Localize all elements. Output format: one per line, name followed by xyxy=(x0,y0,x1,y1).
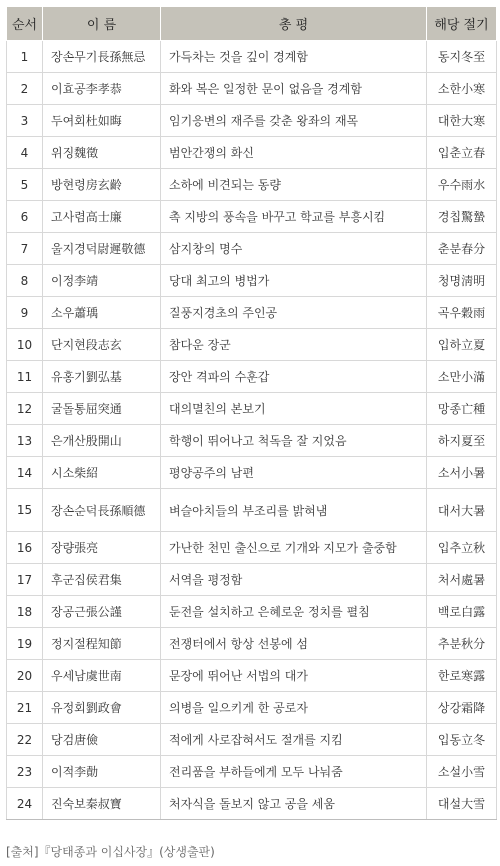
generals-table xyxy=(6,6,497,820)
cell-num: 14 xyxy=(7,457,43,489)
table-row xyxy=(7,361,497,393)
cell-name: 시소柴紹 xyxy=(43,457,161,489)
cell-name: 이효공李孝恭 xyxy=(43,73,161,105)
cell-name: 장공근張公謹 xyxy=(43,596,161,628)
table-header-row xyxy=(7,7,497,41)
cell-eval: 임기응변의 재주를 갖춘 왕좌의 재목 xyxy=(161,105,427,137)
cell-term: 백로白露 xyxy=(427,596,497,628)
cell-name: 이적李勣 xyxy=(43,756,161,788)
cell-eval: 서역을 평정함 xyxy=(161,564,427,596)
cell-num: 21 xyxy=(7,692,43,724)
cell-eval: 참다운 장군 xyxy=(161,329,427,361)
cell-num: 7 xyxy=(7,233,43,265)
cell-num: 9 xyxy=(7,297,43,329)
cell-num: 18 xyxy=(7,596,43,628)
cell-eval: 벼슬아치들의 부조리를 밝혀냄 xyxy=(161,489,427,532)
table-row xyxy=(7,724,497,756)
table-row xyxy=(7,564,497,596)
cell-num: 10 xyxy=(7,329,43,361)
cell-term: 하지夏至 xyxy=(427,425,497,457)
cell-term: 처서處暑 xyxy=(427,564,497,596)
cell-term: 대서大暑 xyxy=(427,489,497,532)
table-row xyxy=(7,532,497,564)
cell-num: 13 xyxy=(7,425,43,457)
table-row xyxy=(7,297,497,329)
cell-eval: 가득차는 것을 깊이 경계함 xyxy=(161,41,427,73)
cell-num: 15 xyxy=(7,489,43,532)
cell-term: 곡우穀雨 xyxy=(427,297,497,329)
cell-num: 19 xyxy=(7,628,43,660)
cell-term: 상강霜降 xyxy=(427,692,497,724)
table-row xyxy=(7,457,497,489)
cell-name: 은개산殷開山 xyxy=(43,425,161,457)
cell-eval: 촉 지방의 풍속을 바꾸고 학교를 부흥시킴 xyxy=(161,201,427,233)
table-row xyxy=(7,169,497,201)
cell-eval: 대의멸친의 본보기 xyxy=(161,393,427,425)
cell-name: 유정회劉政會 xyxy=(43,692,161,724)
cell-name: 장손순덕長孫順德 xyxy=(43,489,161,532)
cell-name: 이정李靖 xyxy=(43,265,161,297)
cell-term: 소설小雪 xyxy=(427,756,497,788)
cell-num: 6 xyxy=(7,201,43,233)
cell-name: 고사렴高士廉 xyxy=(43,201,161,233)
table-row xyxy=(7,265,497,297)
cell-num: 2 xyxy=(7,73,43,105)
table-row xyxy=(7,105,497,137)
table-row xyxy=(7,788,497,820)
cell-eval: 문장에 뛰어난 서법의 대가 xyxy=(161,660,427,692)
cell-name: 당검唐儉 xyxy=(43,724,161,756)
header-num: 순서 xyxy=(7,7,43,41)
cell-num: 17 xyxy=(7,564,43,596)
cell-num: 23 xyxy=(7,756,43,788)
cell-term: 입동立冬 xyxy=(427,724,497,756)
cell-num: 8 xyxy=(7,265,43,297)
cell-eval: 평양공주의 남편 xyxy=(161,457,427,489)
cell-term: 청명淸明 xyxy=(427,265,497,297)
source-note: [출처]『당태종과 이십사장』(상생출판) xyxy=(6,845,215,859)
cell-eval: 적에게 사로잡혀서도 절개를 지킴 xyxy=(161,724,427,756)
cell-eval: 삼지창의 명수 xyxy=(161,233,427,265)
table-row xyxy=(7,628,497,660)
cell-term: 춘분春分 xyxy=(427,233,497,265)
cell-num: 1 xyxy=(7,41,43,73)
table-row xyxy=(7,489,497,532)
table-row xyxy=(7,41,497,73)
cell-eval: 전리품을 부하들에게 모두 나눠줌 xyxy=(161,756,427,788)
table-row xyxy=(7,756,497,788)
cell-num: 22 xyxy=(7,724,43,756)
cell-term: 대설大雪 xyxy=(427,788,497,820)
cell-num: 4 xyxy=(7,137,43,169)
header-term: 해당 절기 xyxy=(427,7,497,41)
table-body xyxy=(7,41,497,820)
cell-name: 두여회杜如晦 xyxy=(43,105,161,137)
cell-name: 진숙보秦叔寶 xyxy=(43,788,161,820)
table-row xyxy=(7,233,497,265)
cell-eval: 의병을 일으키게 한 공로자 xyxy=(161,692,427,724)
cell-num: 11 xyxy=(7,361,43,393)
cell-num: 20 xyxy=(7,660,43,692)
cell-name: 우세남虞世南 xyxy=(43,660,161,692)
cell-term: 망종亡種 xyxy=(427,393,497,425)
cell-eval: 당대 최고의 병법가 xyxy=(161,265,427,297)
cell-name: 유홍기劉弘基 xyxy=(43,361,161,393)
table-row xyxy=(7,393,497,425)
table-row xyxy=(7,692,497,724)
cell-name: 장손무기長孫無忌 xyxy=(43,41,161,73)
cell-eval: 가난한 천민 출신으로 기개와 지모가 출중함 xyxy=(161,532,427,564)
cell-eval: 화와 복은 일정한 문이 없음을 경계함 xyxy=(161,73,427,105)
cell-term: 동지冬至 xyxy=(427,41,497,73)
cell-term: 경칩驚蟄 xyxy=(427,201,497,233)
cell-name: 울지경덕尉遲敬德 xyxy=(43,233,161,265)
cell-term: 입춘立春 xyxy=(427,137,497,169)
cell-eval: 질풍지경초의 주인공 xyxy=(161,297,427,329)
cell-eval: 학행이 뛰어나고 척독을 잘 지었음 xyxy=(161,425,427,457)
cell-term: 소만小滿 xyxy=(427,361,497,393)
table-row xyxy=(7,137,497,169)
table-row xyxy=(7,201,497,233)
cell-term: 대한大寒 xyxy=(427,105,497,137)
cell-num: 5 xyxy=(7,169,43,201)
cell-term: 입하立夏 xyxy=(427,329,497,361)
cell-eval: 전쟁터에서 항상 선봉에 섬 xyxy=(161,628,427,660)
cell-name: 후군집侯君集 xyxy=(43,564,161,596)
cell-term: 소서小暑 xyxy=(427,457,497,489)
table-container xyxy=(6,6,496,820)
cell-num: 16 xyxy=(7,532,43,564)
cell-term: 입추立秋 xyxy=(427,532,497,564)
cell-name: 장량張亮 xyxy=(43,532,161,564)
cell-term: 추분秋分 xyxy=(427,628,497,660)
cell-term: 소한小寒 xyxy=(427,73,497,105)
cell-name: 소우蕭瑀 xyxy=(43,297,161,329)
header-eval: 총 평 xyxy=(161,7,427,41)
table-row xyxy=(7,660,497,692)
table-row xyxy=(7,425,497,457)
cell-eval: 장안 격파의 수훈갑 xyxy=(161,361,427,393)
table-row xyxy=(7,73,497,105)
cell-num: 24 xyxy=(7,788,43,820)
header-name: 이 름 xyxy=(43,7,161,41)
cell-name: 정지절程知節 xyxy=(43,628,161,660)
table-row xyxy=(7,596,497,628)
cell-eval: 소하에 비견되는 동량 xyxy=(161,169,427,201)
cell-term: 한로寒露 xyxy=(427,660,497,692)
cell-eval: 둔전을 설치하고 은혜로운 정치를 펼침 xyxy=(161,596,427,628)
cell-num: 3 xyxy=(7,105,43,137)
cell-eval: 범안간쟁의 화신 xyxy=(161,137,427,169)
table-row xyxy=(7,329,497,361)
cell-name: 방현령房玄齡 xyxy=(43,169,161,201)
cell-name: 굴돌통屈突通 xyxy=(43,393,161,425)
cell-term: 우수雨水 xyxy=(427,169,497,201)
cell-name: 위징魏徵 xyxy=(43,137,161,169)
cell-name: 단지현段志玄 xyxy=(43,329,161,361)
cell-eval: 처자식을 돌보지 않고 공을 세움 xyxy=(161,788,427,820)
cell-num: 12 xyxy=(7,393,43,425)
